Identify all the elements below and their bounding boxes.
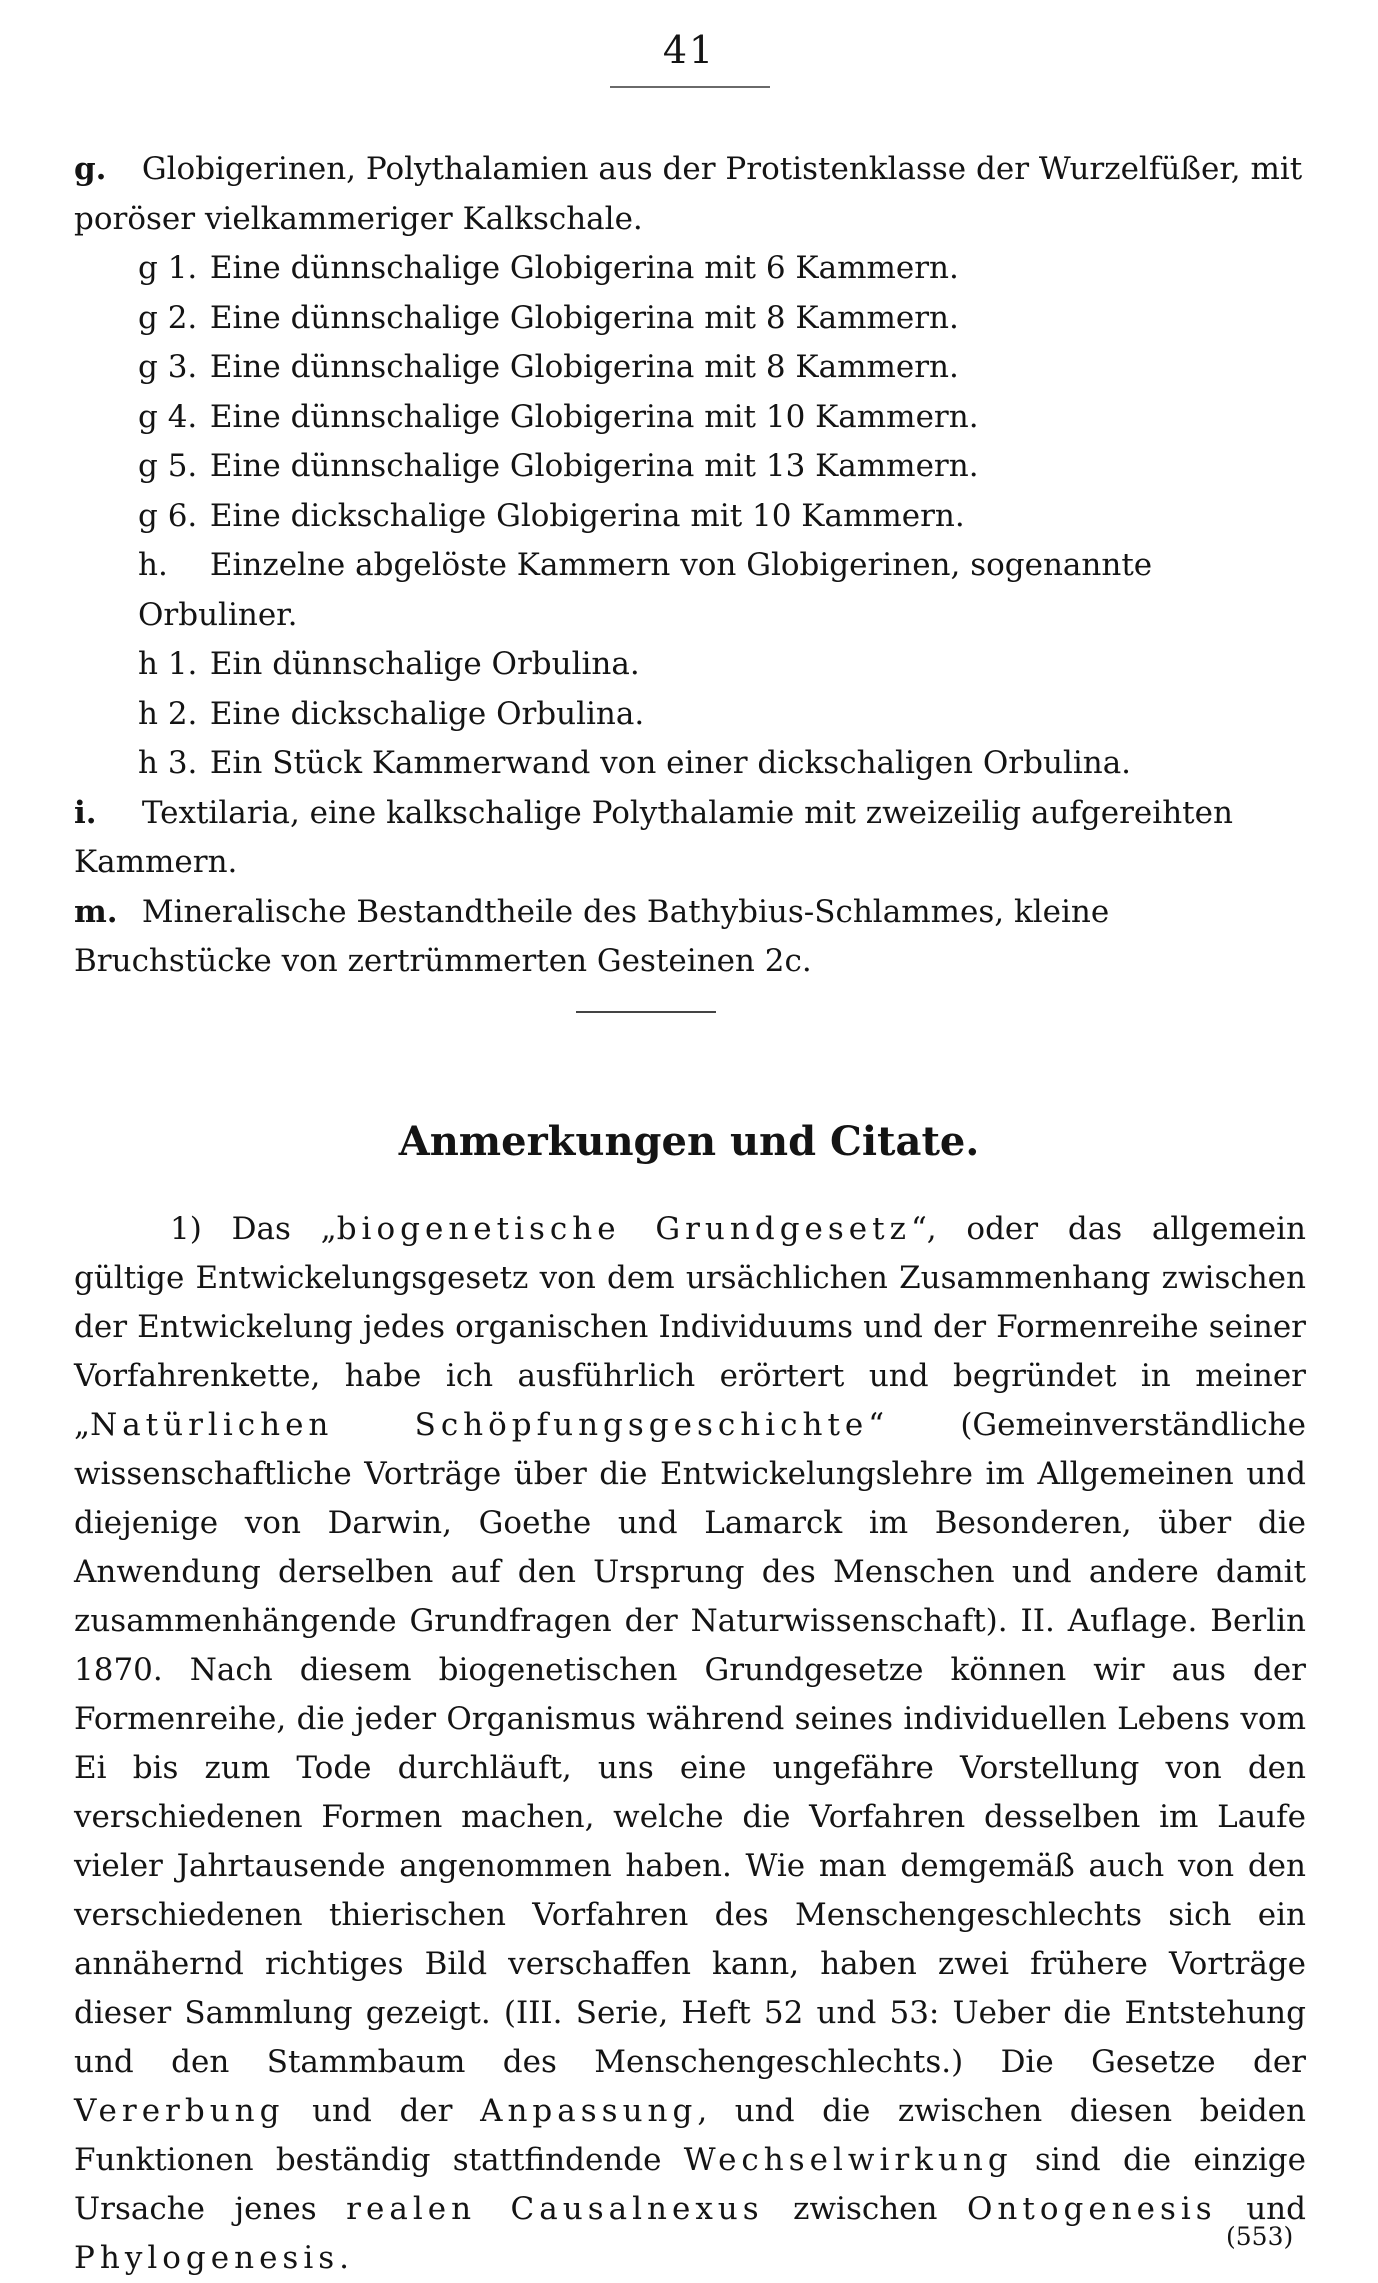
sheet-number: (553) [1226, 2222, 1294, 2251]
footnote-text: Das „ [231, 1211, 337, 1247]
list-item [74, 492, 1306, 542]
item-label: g 4. [138, 398, 198, 435]
list-item [74, 640, 1306, 690]
footnote-number: 1) [170, 1211, 202, 1247]
footnote-text: . [339, 2240, 350, 2276]
item-label: h 2. [138, 695, 198, 732]
item-text: Eine dickschalige Orbulina. [209, 695, 645, 732]
item-label: g 1. [138, 250, 198, 286]
footnote-text: “ (Gemeinverständliche wissenschaftliche Vorträge über die Entwickelungslehre im Allgemeinen und diejenige von Darwin, Goethe und Lamarck im Besonderen, über die Anwendung derselben auf den Ursprung des Menschen und andere damit zusammenhängende Grundfragen der Naturwissenschaft). II. Auflage. Berlin 1870. Nach diesem biogenetischen Grundgesetze können wir aus der Formenreihe, die jeder Organismus während seines individuellen Lebens vom Ei bis zum Tode durchläuft, uns eine ungefähre Vorstellung von den verschiedenen Formen machen, welche die Vorfahren desselben im Laufe vieler Jahrtausende angenommen haben. Wie man demgemäß auch von den verschiedenen thierischen Vorfahren des Menschengeschlechts sich ein annähernd richtiges Bild verschaffen kann, haben zwei frühere Vorträge dieser Sammlung gezeigt. (III. Serie, Heft 52 und 53: Ueber die Entstehung und den Stammbaum des Menschengeschlechts.) Die Gesetze der [74, 1407, 1306, 2080]
list-item [74, 739, 1306, 789]
footnote-text: “, oder das allgemein gültige Entwickelungsgesetz von dem ursächlichen Zusammenhang zwischen der Entwickelung jedes organischen Individuums und der Formenreihe seiner Vorfahrenkette, habe ich ausführlich erörtert und begründet in meiner „ [74, 1211, 1307, 1443]
item-text: Eine dickschalige Globigerina mit 10 Kammern. [209, 497, 965, 534]
list-item [74, 294, 1306, 344]
item-text: Globigerinen, Polythalamien aus der Protistenklasse der Wurzelfüßer, mit poröser vielkammeriger Kalkschale. [74, 151, 1303, 237]
list-item [74, 244, 1306, 294]
emphasized-term: biogenetische Grundgesetz [336, 1211, 911, 1247]
page-number-rule [610, 86, 770, 88]
emphasized-term: Phylogenesis [74, 2240, 340, 2276]
item-text: Textilaria, eine kalkschalige Polythalamie mit zweizeilig aufgereihten Kammern. [74, 794, 1233, 880]
list-item [74, 541, 1306, 640]
specimen-list [74, 145, 1306, 987]
emphasized-term: Vererbung [74, 2093, 285, 2129]
item-label: i. [74, 794, 97, 831]
footnote-text: und [1216, 2191, 1306, 2227]
footnote-text: , und die zwischen diesen beiden Funktionen beständig stattfindende [74, 2093, 1306, 2178]
item-text: Eine dünnschalige Globigerina mit 8 Kammern. [209, 349, 959, 385]
item-text: Eine dünnschalige Globigerina mit 10 Kammern. [209, 398, 979, 435]
list-item [74, 442, 1306, 492]
item-label: g 2. [138, 299, 198, 336]
emphasized-term: Anpassung [480, 2093, 698, 2129]
footnote-text: und der [284, 2093, 481, 2129]
section-heading: Anmerkungen und Citate. [398, 1118, 980, 1165]
item-text: Eine dünnschalige Globigerina mit 13 Kammern. [209, 448, 979, 484]
item-text: Mineralische Bestandtheile des Bathybius-Schlammes, kleine Bruchstücke von zertrümmerten Gesteinen 2c. [74, 893, 1110, 979]
list-item [74, 145, 1306, 244]
page-number: 41 [662, 28, 716, 72]
section-divider [576, 1011, 716, 1013]
item-label: h 1. [138, 646, 198, 682]
emphasized-term: Natürlichen Schöpfungsgeschichte [90, 1407, 869, 1443]
list-item [74, 888, 1306, 987]
item-text: Ein dünnschalige Orbulina. [209, 646, 640, 682]
list-item [74, 343, 1306, 393]
item-text: Einzelne abgelöste Kammern von Globigerinen, sogenannte Orbuliner. [138, 547, 1153, 633]
footnote-paragraph [74, 1205, 1306, 2283]
emphasized-term: realen Causalnexus [346, 2191, 764, 2227]
footnote-text: sind die einzige Ursache jenes [74, 2142, 1306, 2227]
item-label: g 5. [138, 448, 198, 484]
list-item [74, 393, 1306, 443]
item-label: g 3. [138, 349, 198, 385]
item-label: g 6. [138, 497, 198, 534]
item-label: h. [138, 547, 168, 583]
list-item [74, 690, 1306, 740]
list-item [74, 789, 1306, 888]
item-text: Eine dünnschalige Globigerina mit 6 Kammern. [209, 250, 959, 286]
item-label: h 3. [138, 745, 198, 781]
footnote-text: zwischen [763, 2191, 967, 2227]
emphasized-term: Wechselwirkung [683, 2142, 1013, 2178]
emphasized-term: Ontogenesis [966, 2191, 1217, 2227]
item-text: Eine dünnschalige Globigerina mit 8 Kammern. [209, 299, 959, 336]
item-label: g. [74, 151, 107, 187]
item-label: m. [74, 893, 118, 930]
item-text: Ein Stück Kammerwand von einer dickschaligen Orbulina. [209, 745, 1132, 781]
